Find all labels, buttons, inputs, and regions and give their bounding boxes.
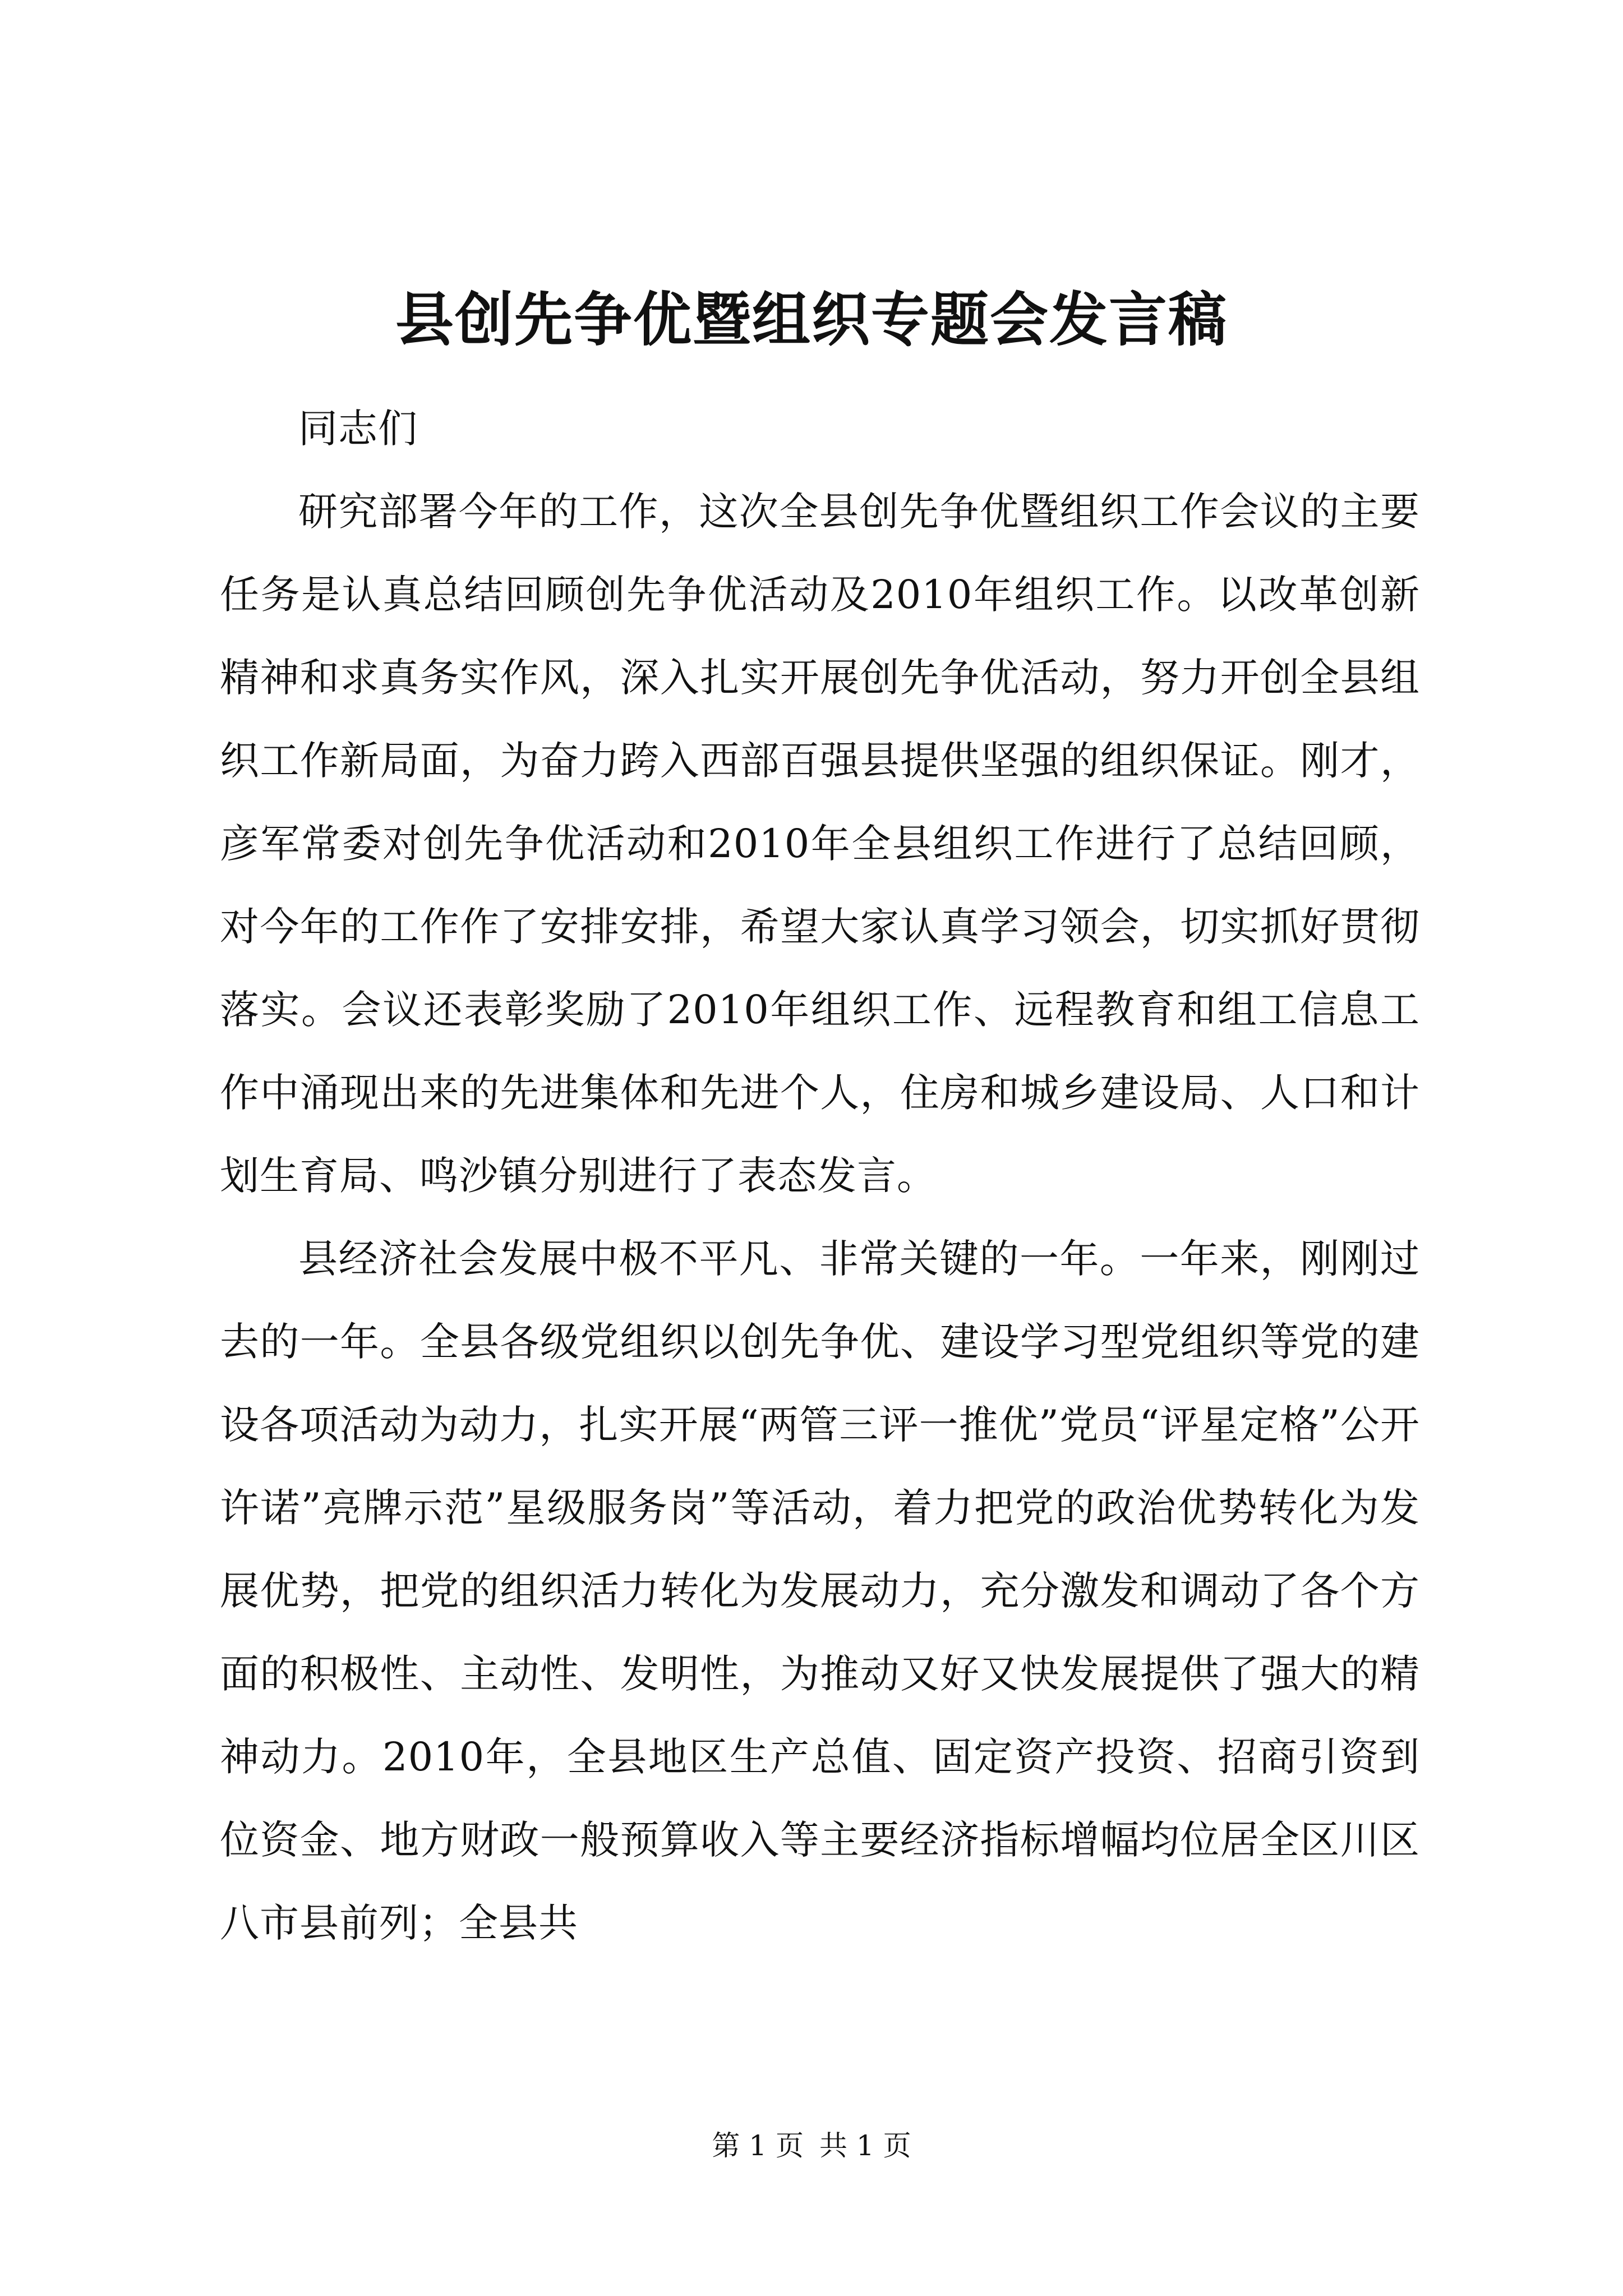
page-number: 第 1 页 — [712, 2129, 804, 2162]
page-footer — [0, 2126, 1623, 2165]
greeting: 同志们 — [298, 406, 418, 452]
document-body — [220, 387, 1420, 1964]
page-total: 共 1 页 — [819, 2129, 911, 2162]
paragraph-2: 县经济社会发展中极不平凡、非常关键的一年。一年来，刚刚过去的一年。全县各级党组织以创先争优、建设学习型党组织等党的建设各项活动为动力，扎实开展“两管三评一推优”党员“评星定格”公开许诺”亮牌示范”星级服务岗”等活动，着力把党的政治优势转化为发展优势，把党的组织活力转化为发展动力，充分激发和调动了各个方面的积极性、主动性、发明性，为推动又好又快发展提供了强大的精神动力。2010年，全县地区生产总值、固定资产投资、招商引资到位资金、地方财政一般预算收入等主要经济指标增幅均位居全区川区八市县前列；全县共 — [220, 1236, 1420, 1946]
paragraph-1: 研究部署今年的工作，这次全县创先争优暨组织工作会议的主要任务是认真总结回顾创先争优活动及2010年组织工作。以改革创新精神和求真务实作风，深入扎实开展创先争优活动，努力开创全县组织工作新局面，为奋力跨入西部百强县提供坚强的组织保证。刚才，彦军常委对创先争优活动和2010年全县组织工作进行了总结回顾，对今年的工作作了安排安排，希望大家认真学习领会，切实抓好贯彻落实。会议还表彰奖励了2010年组织工作、远程教育和组工信息工作中涌现出来的先进集体和先进个人，住房和城乡建设局、人口和计划生育局、鸣沙镇分别进行了表态发言。 — [220, 489, 1420, 1199]
document-title: 县创先争优暨组织专题会发言稿 — [395, 285, 1228, 354]
